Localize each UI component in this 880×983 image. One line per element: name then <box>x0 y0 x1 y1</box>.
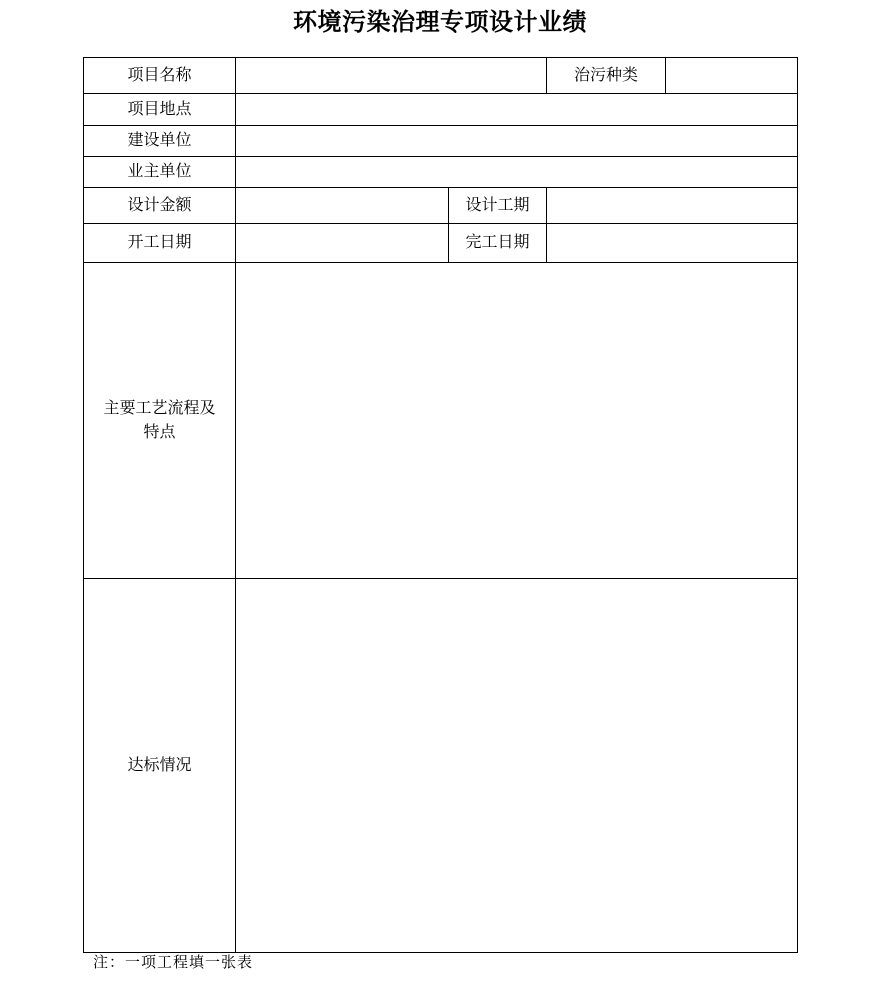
label-start-date: 开工日期 <box>84 224 236 263</box>
row-dates <box>84 224 798 263</box>
label-process <box>84 263 236 579</box>
field-completion-date[interactable] <box>547 224 798 263</box>
field-design-period[interactable] <box>547 188 798 224</box>
label-project-name: 项目名称 <box>84 58 236 94</box>
field-project-location[interactable] <box>236 94 798 126</box>
field-construction-unit[interactable] <box>236 126 798 157</box>
row-compliance <box>84 579 798 953</box>
page-title: 环境污染治理专项设计业绩 <box>293 10 587 36</box>
row-design-amount <box>84 188 798 224</box>
label-process-line2: 特点 <box>143 423 176 441</box>
row-project-name <box>84 58 798 94</box>
footnote: 注：一项工程填一张表 <box>93 954 254 971</box>
field-project-name[interactable] <box>236 58 547 94</box>
label-compliance: 达标情况 <box>84 579 236 953</box>
label-process-line1: 主要工艺流程及 <box>103 399 216 417</box>
label-design-amount: 设计金额 <box>84 188 236 224</box>
row-construction-unit <box>84 126 798 157</box>
row-process <box>84 263 798 579</box>
row-project-location <box>84 94 798 126</box>
field-compliance[interactable] <box>236 579 798 953</box>
label-construction-unit: 建设单位 <box>84 126 236 157</box>
field-process[interactable] <box>236 263 798 579</box>
label-owner-unit: 业主单位 <box>84 157 236 188</box>
field-design-amount[interactable] <box>236 188 449 224</box>
label-project-location: 项目地点 <box>84 94 236 126</box>
project-form-table <box>83 57 798 953</box>
field-owner-unit[interactable] <box>236 157 798 188</box>
row-owner-unit <box>84 157 798 188</box>
field-pollution-type[interactable] <box>666 58 798 94</box>
field-start-date[interactable] <box>236 224 449 263</box>
label-completion-date: 完工日期 <box>449 224 547 263</box>
label-pollution-type: 治污种类 <box>547 58 666 94</box>
label-design-period: 设计工期 <box>449 188 547 224</box>
